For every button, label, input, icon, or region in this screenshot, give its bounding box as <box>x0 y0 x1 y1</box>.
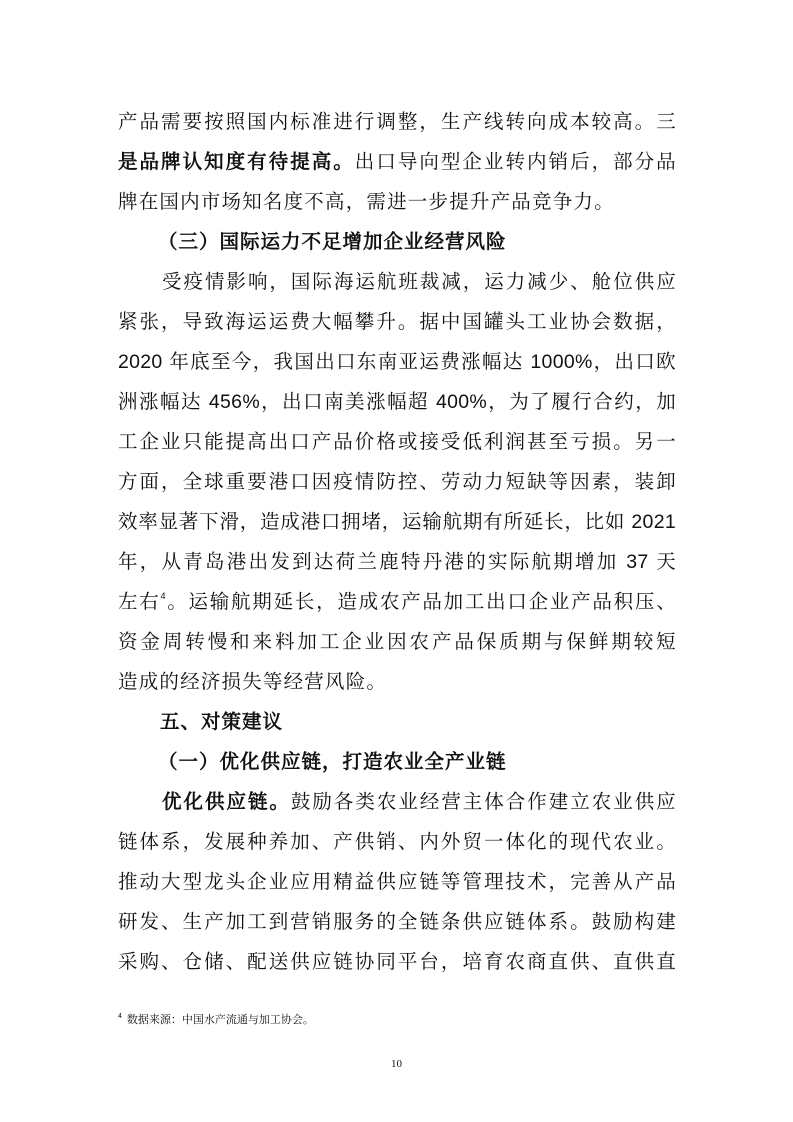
bold-phrase: 优化供应链。 <box>162 791 291 813</box>
body-line: 研发、生产加工到营销服务的全链条供应链体系。鼓励构建 <box>118 911 676 933</box>
body-line: 年，从青岛港出发到达荷兰鹿特丹港的实际航期增加 37 天 <box>118 551 676 573</box>
body-line: 效率显著下滑，造成港口拥堵，运输航期有所延长，比如 2021 <box>118 511 676 533</box>
footnote-text: 数据来源：中国水产流通与加工协会。 <box>126 1014 314 1026</box>
section-heading-1: （一）优化供应链，打造农业全产业链 <box>158 751 507 773</box>
body-line: 牌在国内市场知名度不高，需进一步提升产品竞争力。 <box>118 191 615 213</box>
bold-phrase: 是品牌认知度有待提高。 <box>118 151 355 173</box>
footnote-reference[interactable]: 4 <box>160 591 166 601</box>
line-text: 左右 <box>118 591 161 613</box>
body-line: 2020 年底至今，我国出口东南亚运费涨幅达 1000%，出口欧 <box>118 351 676 373</box>
body-line: 方面，全球重要港口因疫情防控、劳动力短缺等因素，装卸 <box>118 471 676 493</box>
body-line: 链体系，发展种养加、产供销、内外贸一体化的现代农业。 <box>118 831 676 853</box>
page-number: 10 <box>391 1058 402 1070</box>
body-line: 洲涨幅达 456%，出口南美涨幅超 400%，为了履行合约，加 <box>118 391 676 413</box>
body-line: 紧张，导致海运运费大幅攀升。据中国罐头工业协会数据， <box>118 311 676 333</box>
body-line: 产品需要按照国内标准进行调整，生产线转向成本较高。三 <box>118 111 676 133</box>
line-text: 鼓励各类农业经营主体合作建立农业供应 <box>290 791 676 813</box>
body-line <box>118 149 676 175</box>
footnote <box>118 1012 314 1028</box>
footnote-mark: 4 <box>118 1013 122 1020</box>
body-line: 资金周转慢和来料加工企业因农产品保质期与保鲜期较短 <box>118 631 676 653</box>
body-line: 受疫情影响，国际海运航班裁减，运力减少、舱位供应 <box>162 271 676 293</box>
chapter-heading-5: 五、对策建议 <box>160 711 284 733</box>
body-line <box>162 789 676 815</box>
body-line: 造成的经济损失等经营风险。 <box>118 671 388 693</box>
body-line: 采购、仓储、配送供应链协同平台，培育农商直供、直供直 <box>118 951 676 973</box>
body-line <box>118 589 676 615</box>
body-line: 推动大型龙头企业应用精益供应链等管理技术，完善从产品 <box>118 871 676 893</box>
line-text: 。运输航期延长，造成农产品加工出口企业产品积压、 <box>165 591 676 613</box>
body-line: 工企业只能提高出口产品价格或接受低利润甚至亏损。另一 <box>118 431 676 453</box>
line-text: 出口导向型企业转内销后，部分品 <box>354 151 676 173</box>
section-heading-3: （三）国际运力不足增加企业经营风险 <box>158 231 507 253</box>
